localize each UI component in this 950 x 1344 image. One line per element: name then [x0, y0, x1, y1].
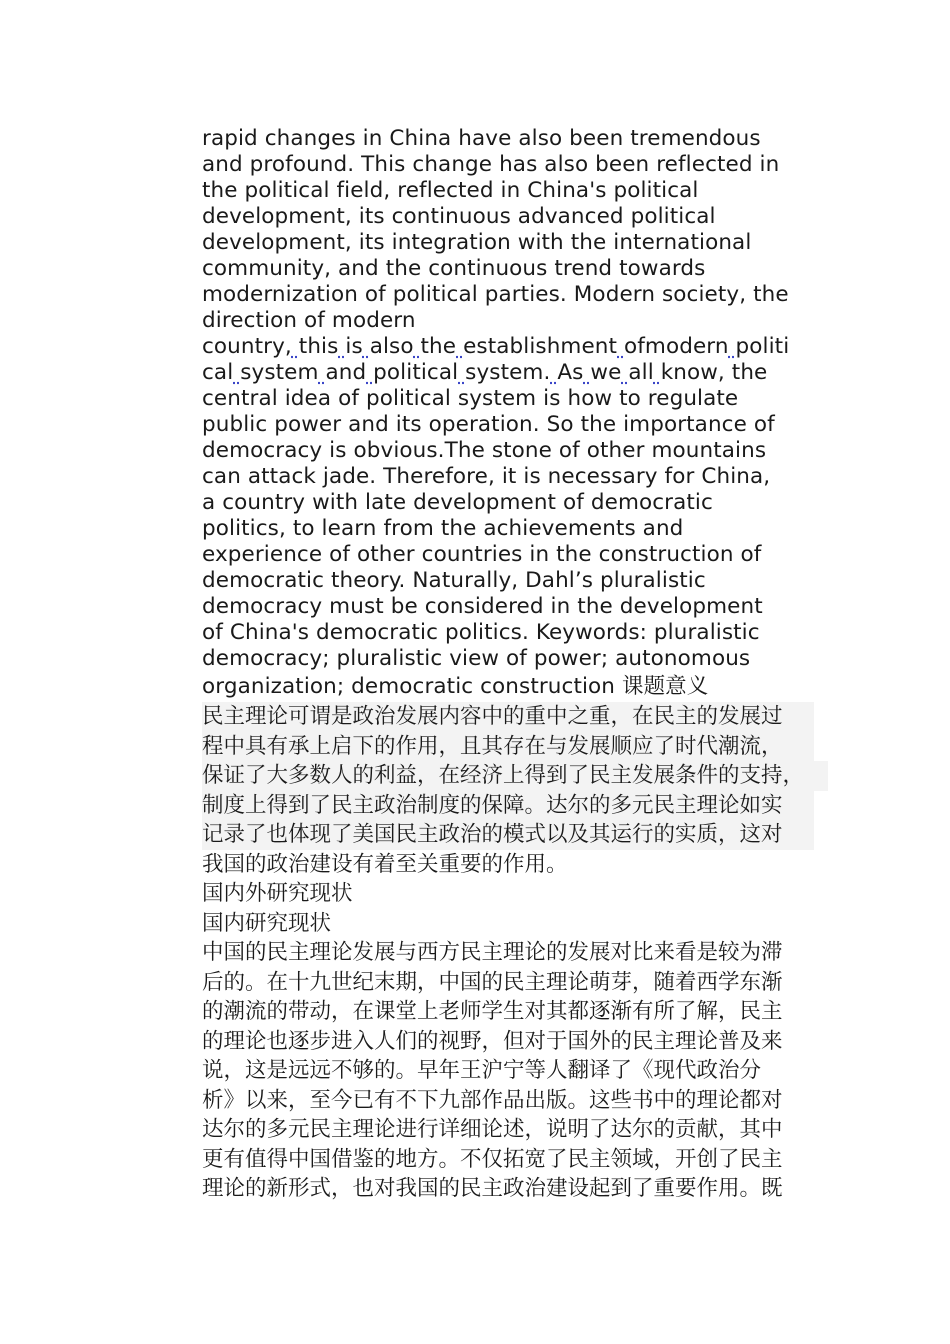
text-line: 理论的新形式，也对我国的民主政治建设起到了重要作用。既 — [202, 1176, 783, 1201]
text-line: 更有值得中国借鉴的地方。不仅拓宽了民主领域，开创了民主 — [202, 1146, 783, 1172]
text-line: democracy must be considered in the development — [202, 594, 763, 619]
text-line: politics, to learn from the achievements and — [202, 516, 684, 541]
text-line: 记录了也体现了美国民主政治的模式以及其运行的实质，这对 — [202, 820, 814, 850]
text-line-underlined — [202, 360, 814, 386]
text-fragment: cal — [202, 360, 234, 385]
text-line: can attack jade. Therefore, it is necessary for China, — [202, 464, 771, 489]
chinese-paragraph-domestic-research — [202, 938, 814, 1204]
text-line: development, its continuous advanced political — [202, 204, 716, 229]
text-line: democracy; pluralistic view of power; autonomous — [202, 646, 751, 671]
text-line-underlined — [202, 334, 814, 360]
underlined-space — [363, 334, 370, 359]
text-fragment: know, — [660, 360, 725, 385]
text-fragment: establishment — [463, 334, 618, 359]
text-line: of China's democratic politics. Keywords: pluralistic — [202, 620, 760, 645]
text-line: public power and its operation. So the importance of — [202, 412, 775, 437]
underlined-space — [654, 360, 661, 385]
text-fragment: the — [724, 360, 768, 385]
section-heading: 国内外研究现状 — [202, 881, 353, 906]
text-fragment: all — [628, 360, 654, 385]
text-fragment: political — [373, 360, 459, 385]
text-line: experience of other countries in the construction of — [202, 542, 762, 567]
text-line: democracy is obvious.The stone of other mountains — [202, 438, 767, 463]
underlined-space — [617, 334, 624, 359]
text-fragment: As — [557, 360, 584, 385]
text-fragment: system. — [465, 360, 551, 385]
text-fragment: country, — [202, 334, 292, 359]
text-line: 程中具有承上启下的作用，且其存在与发展顺应了时代潮流， — [202, 732, 814, 762]
text-line: community, and the continuous trend towards — [202, 256, 706, 281]
text-line: 我国的政治建设有着至关重要的作用。 — [202, 851, 568, 877]
text-line: 后的。在十九世纪末期，中国的民主理论萌芽，随着西学东渐 — [202, 969, 783, 995]
text-line: 达尔的多元民主理论进行详细论述，说明了达尔的贡献，其中 — [202, 1117, 783, 1142]
text-fragment: system — [240, 360, 319, 385]
text-line: democratic theory. Naturally, Dahl’s pluralistic — [202, 568, 706, 593]
text-line: 中国的民主理论发展与西方民主理论的发展对比来看是较为滞 — [202, 940, 783, 965]
chinese-paragraph-significance — [202, 702, 814, 879]
text-line: direction of modern — [202, 308, 416, 333]
text-line: and profound. This change has also been reflected in — [202, 152, 780, 177]
text-fragment: we — [590, 360, 622, 385]
text-line: development, its integration with the international — [202, 230, 752, 255]
underlined-space — [292, 334, 299, 359]
text-line: a country with late development of democratic — [202, 490, 713, 515]
subsection-heading: 国内研究现状 — [202, 910, 332, 936]
text-line: 的潮流的带动，在课堂上老师学生对其都逐渐有所了解，民主 — [202, 999, 783, 1024]
text-fragment: and — [325, 360, 367, 385]
keywords-line: organization; democratic construction 课题意义 — [202, 674, 709, 699]
text-fragment: also — [369, 334, 414, 359]
underlined-space — [414, 334, 421, 359]
text-line: 保证了大多数人的利益，在经济上得到了民主发展条件的支持， — [202, 761, 828, 791]
text-line: central idea of political system is how to regulate — [202, 386, 739, 411]
text-fragment: this — [298, 334, 339, 359]
text-line: rapid changes in China have also been tremendous — [202, 126, 761, 151]
text-line: 民主理论可谓是政治发展内容中的重中之重，在民主的发展过 — [202, 702, 814, 732]
text-line: 析》以来，至今已有不下九部作品出版。这些书中的理论都对 — [202, 1087, 783, 1113]
text-fragment: is — [345, 334, 363, 359]
text-line: the political field, reflected in China's political — [202, 178, 699, 203]
english-abstract — [202, 126, 814, 702]
text-line: modernization of political parties. Modern society, the — [202, 282, 789, 307]
text-fragment: ofmodern — [623, 334, 729, 359]
text-fragment: politi — [735, 334, 790, 359]
document-body — [202, 126, 814, 1204]
text-line: 制度上得到了民主政治制度的保障。达尔的多元民主理论如实 — [202, 791, 814, 821]
text-fragment: the — [420, 334, 457, 359]
underlined-space — [729, 334, 736, 359]
text-line: 的理论也逐步进入人们的视野，但对于国外的民主理论普及来 — [202, 1028, 783, 1054]
text-line: 说，这是远远不够的。早年王沪宁等人翻译了《现代政治分 — [202, 1058, 762, 1083]
